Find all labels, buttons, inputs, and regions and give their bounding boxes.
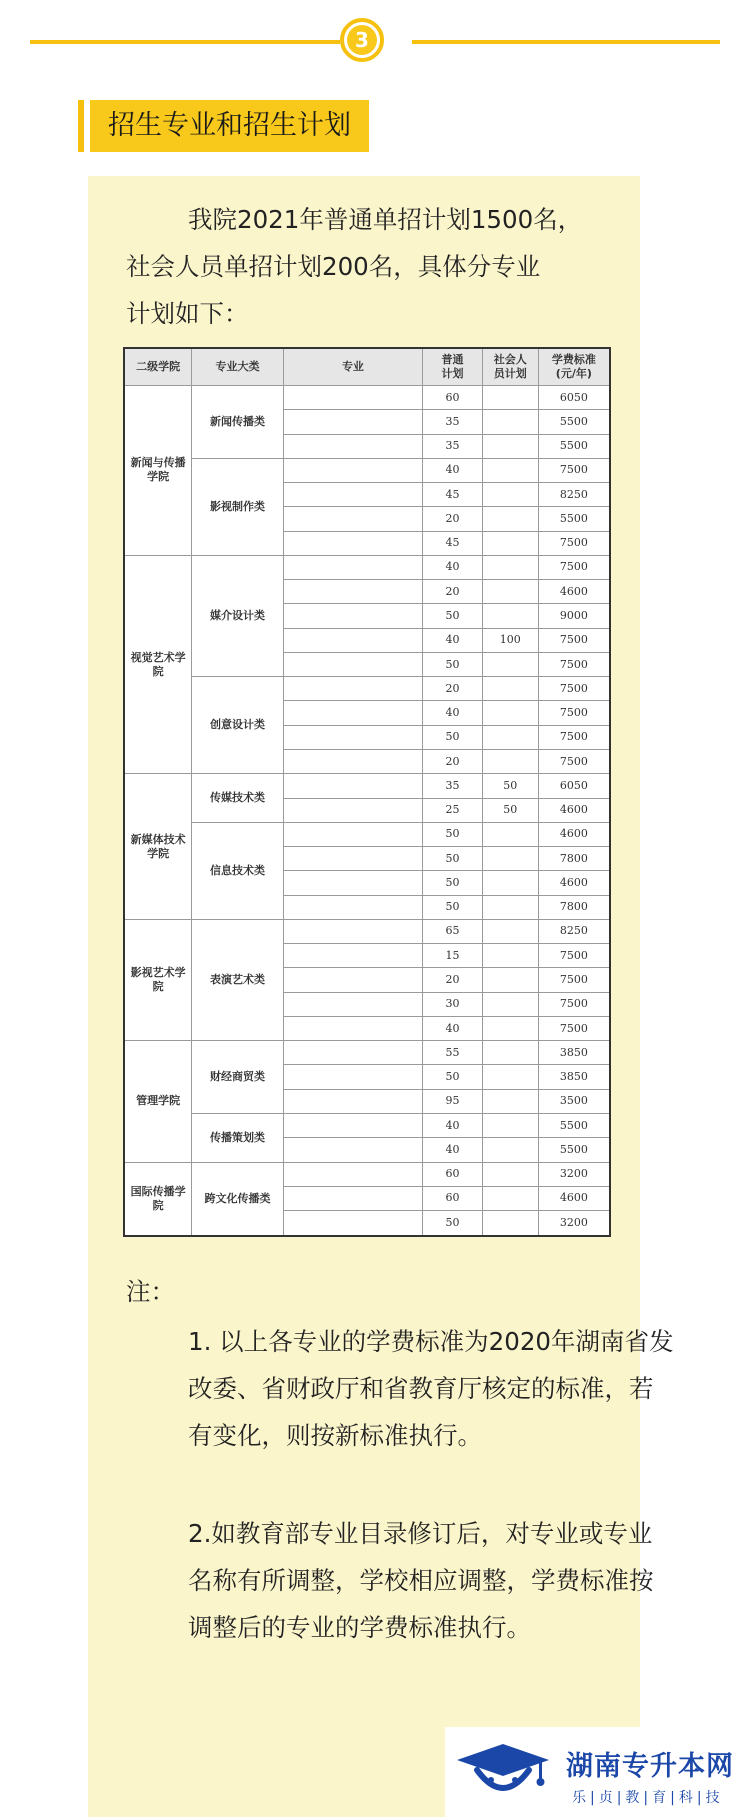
regular-plan-cell: 20	[423, 507, 483, 531]
section-number: 3	[347, 25, 377, 55]
category-cell: 财经商贸类	[192, 1041, 284, 1114]
college-cell: 国际传播学院	[124, 1162, 192, 1236]
logo-name: 湖南专升本网	[566, 1751, 734, 1782]
fee-cell: 7500	[538, 725, 610, 749]
major-cell	[283, 1138, 422, 1162]
major-cell	[283, 895, 422, 919]
fee-cell: 5500	[538, 410, 610, 434]
regular-plan-cell: 25	[423, 798, 483, 822]
social-plan-cell	[482, 1162, 538, 1186]
major-cell	[283, 749, 422, 773]
fee-cell: 7500	[538, 701, 610, 725]
social-plan-cell	[482, 822, 538, 846]
regular-plan-cell: 50	[423, 895, 483, 919]
fee-cell: 7500	[538, 944, 610, 968]
regular-plan-cell: 20	[423, 677, 483, 701]
category-cell: 信息技术类	[192, 822, 284, 919]
major-cell	[283, 507, 422, 531]
fee-cell: 7500	[538, 677, 610, 701]
social-plan-cell	[482, 604, 538, 628]
social-plan-cell	[482, 652, 538, 676]
category-cell: 传播策划类	[192, 1113, 284, 1162]
major-cell	[283, 386, 422, 410]
fee-cell: 7500	[538, 1016, 610, 1040]
regular-plan-cell: 40	[423, 701, 483, 725]
social-plan-cell	[482, 749, 538, 773]
fee-cell: 8250	[538, 483, 610, 507]
major-cell	[283, 1016, 422, 1040]
fee-cell: 3200	[538, 1211, 610, 1236]
category-cell: 表演艺术类	[192, 919, 284, 1040]
category-cell: 影视制作类	[192, 458, 284, 555]
regular-plan-cell: 50	[423, 1065, 483, 1089]
social-plan-cell	[482, 919, 538, 943]
regular-plan-cell: 40	[423, 1138, 483, 1162]
intro-paragraph	[126, 196, 612, 337]
header-divider-right	[412, 40, 720, 44]
major-cell	[283, 434, 422, 458]
major-cell	[283, 531, 422, 555]
header-divider-left	[30, 40, 340, 44]
fee-cell: 7500	[538, 628, 610, 652]
table-row	[124, 774, 610, 798]
major-cell	[283, 968, 422, 992]
regular-plan-cell: 65	[423, 919, 483, 943]
fee-cell: 5500	[538, 1138, 610, 1162]
social-plan-cell	[482, 580, 538, 604]
fee-cell: 5500	[538, 434, 610, 458]
section-number-badge	[340, 18, 384, 62]
major-cell	[283, 1089, 422, 1113]
intro-line: 计划如下：	[126, 299, 249, 328]
college-cell: 新闻与传播学院	[124, 386, 192, 556]
major-cell	[283, 1041, 422, 1065]
social-plan-cell	[482, 507, 538, 531]
category-cell: 新闻传播类	[192, 386, 284, 459]
social-plan-cell	[482, 944, 538, 968]
regular-plan-cell: 40	[423, 458, 483, 482]
major-cell	[283, 677, 422, 701]
college-cell: 视觉艺术学院	[124, 555, 192, 773]
social-plan-cell	[482, 1089, 538, 1113]
major-cell	[283, 580, 422, 604]
major-cell	[283, 919, 422, 943]
table-row	[124, 1162, 610, 1186]
header-college: 二级学院	[124, 348, 192, 386]
fee-cell: 6050	[538, 774, 610, 798]
regular-plan-cell: 40	[423, 1016, 483, 1040]
section-title-accent	[78, 100, 84, 152]
logo-slogan: 乐|贞|教|育|科|技	[572, 1790, 724, 1806]
major-cell	[283, 871, 422, 895]
major-cell	[283, 1186, 422, 1210]
table-row	[124, 555, 610, 579]
category-cell: 传媒技术类	[192, 774, 284, 823]
regular-plan-cell: 50	[423, 725, 483, 749]
regular-plan-cell: 15	[423, 944, 483, 968]
regular-plan-cell: 55	[423, 1041, 483, 1065]
regular-plan-cell: 50	[423, 847, 483, 871]
major-cell	[283, 822, 422, 846]
table-row	[124, 1113, 610, 1137]
social-plan-cell	[482, 1065, 538, 1089]
fee-cell: 4600	[538, 1186, 610, 1210]
major-cell	[283, 992, 422, 1016]
regular-plan-cell: 40	[423, 628, 483, 652]
social-plan-cell	[482, 992, 538, 1016]
table-row	[124, 386, 610, 410]
fee-cell: 6050	[538, 386, 610, 410]
section-title: 招生专业和招生计划	[90, 100, 369, 152]
fee-cell: 4600	[538, 822, 610, 846]
notes-label: 注：	[126, 1277, 175, 1306]
fee-cell: 7800	[538, 895, 610, 919]
social-plan-cell	[482, 677, 538, 701]
social-plan-cell	[482, 1211, 538, 1236]
category-cell: 跨文化传播类	[192, 1162, 284, 1236]
header-major: 专业	[283, 348, 422, 386]
college-cell: 影视艺术学院	[124, 919, 192, 1040]
college-cell: 新媒体技术学院	[124, 774, 192, 920]
fee-cell: 4600	[538, 871, 610, 895]
regular-plan-cell: 60	[423, 1186, 483, 1210]
regular-plan-cell: 20	[423, 749, 483, 773]
major-cell	[283, 798, 422, 822]
social-plan-cell: 50	[482, 774, 538, 798]
fee-cell: 3200	[538, 1162, 610, 1186]
regular-plan-cell: 50	[423, 604, 483, 628]
major-cell	[283, 1065, 422, 1089]
fee-cell: 4600	[538, 580, 610, 604]
fee-cell: 3500	[538, 1089, 610, 1113]
major-cell	[283, 483, 422, 507]
fee-cell: 5500	[538, 507, 610, 531]
table-row	[124, 822, 610, 846]
regular-plan-cell: 20	[423, 580, 483, 604]
regular-plan-cell: 60	[423, 1162, 483, 1186]
regular-plan-cell: 50	[423, 822, 483, 846]
table-row	[124, 458, 610, 482]
social-plan-cell	[482, 725, 538, 749]
major-cell	[283, 725, 422, 749]
major-cell	[283, 555, 422, 579]
social-plan-cell	[482, 531, 538, 555]
fee-cell: 7500	[538, 968, 610, 992]
fee-cell: 7500	[538, 992, 610, 1016]
major-cell	[283, 774, 422, 798]
header-social-plan: 社会人 员计划	[482, 348, 538, 386]
regular-plan-cell: 40	[423, 1113, 483, 1137]
intro-line: 社会人员单招计划200名，具体分专业	[126, 252, 541, 281]
major-cell	[283, 628, 422, 652]
major-cell	[283, 458, 422, 482]
fee-cell: 7500	[538, 749, 610, 773]
enrollment-plan-table	[123, 347, 611, 1237]
regular-plan-cell: 45	[423, 483, 483, 507]
social-plan-cell	[482, 1113, 538, 1137]
major-cell	[283, 1162, 422, 1186]
social-plan-cell	[482, 1016, 538, 1040]
social-plan-cell	[482, 895, 538, 919]
fee-cell: 7500	[538, 531, 610, 555]
table-header-row	[124, 348, 610, 386]
major-cell	[283, 847, 422, 871]
fee-cell: 3850	[538, 1065, 610, 1089]
note-1: 1. 以上各专业的学费标准为2020年湖南省发改委、省财政厅和省教育厅核定的标准，若有变化，则按新标准执行。	[188, 1327, 674, 1450]
header-fee: 学费标准 (元/年)	[538, 348, 610, 386]
regular-plan-cell: 50	[423, 871, 483, 895]
regular-plan-cell: 50	[423, 1211, 483, 1236]
social-plan-cell	[482, 871, 538, 895]
regular-plan-cell: 60	[423, 386, 483, 410]
major-cell	[283, 604, 422, 628]
category-cell: 创意设计类	[192, 677, 284, 774]
note-2: 2.如教育部专业目录修订后，对专业或专业名称有所调整，学校相应调整，学费标准按调整后的专业的学费标准执行。	[188, 1519, 654, 1642]
major-cell	[283, 652, 422, 676]
regular-plan-cell: 35	[423, 774, 483, 798]
regular-plan-cell: 40	[423, 555, 483, 579]
social-plan-cell	[482, 410, 538, 434]
social-plan-cell	[482, 1041, 538, 1065]
social-plan-cell: 50	[482, 798, 538, 822]
social-plan-cell	[482, 434, 538, 458]
social-plan-cell	[482, 701, 538, 725]
social-plan-cell	[482, 555, 538, 579]
intro-line: 我院2021年普通单招计划1500名，	[188, 205, 583, 234]
major-cell	[283, 701, 422, 725]
fee-cell: 7500	[538, 652, 610, 676]
major-cell	[283, 1113, 422, 1137]
major-cell	[283, 1211, 422, 1236]
social-plan-cell	[482, 483, 538, 507]
header-regular-plan: 普通 计划	[423, 348, 483, 386]
regular-plan-cell: 50	[423, 652, 483, 676]
table-row	[124, 1041, 610, 1065]
fee-cell: 7500	[538, 555, 610, 579]
category-cell: 媒介设计类	[192, 555, 284, 676]
regular-plan-cell: 20	[423, 968, 483, 992]
regular-plan-cell: 35	[423, 434, 483, 458]
regular-plan-cell: 35	[423, 410, 483, 434]
major-cell	[283, 410, 422, 434]
fee-cell: 4600	[538, 798, 610, 822]
header-category: 专业大类	[192, 348, 284, 386]
social-plan-cell: 100	[482, 628, 538, 652]
fee-cell: 7800	[538, 847, 610, 871]
social-plan-cell	[482, 1138, 538, 1162]
social-plan-cell	[482, 458, 538, 482]
fee-cell: 3850	[538, 1041, 610, 1065]
fee-cell: 8250	[538, 919, 610, 943]
table-row	[124, 677, 610, 701]
fee-cell: 5500	[538, 1113, 610, 1137]
regular-plan-cell: 30	[423, 992, 483, 1016]
graduation-cap-smile-icon	[455, 1742, 551, 1800]
fee-cell: 9000	[538, 604, 610, 628]
regular-plan-cell: 95	[423, 1089, 483, 1113]
social-plan-cell	[482, 386, 538, 410]
college-cell: 管理学院	[124, 1041, 192, 1162]
table-row	[124, 919, 610, 943]
social-plan-cell	[482, 968, 538, 992]
social-plan-cell	[482, 1186, 538, 1210]
fee-cell: 7500	[538, 458, 610, 482]
major-cell	[283, 944, 422, 968]
social-plan-cell	[482, 847, 538, 871]
regular-plan-cell: 45	[423, 531, 483, 555]
